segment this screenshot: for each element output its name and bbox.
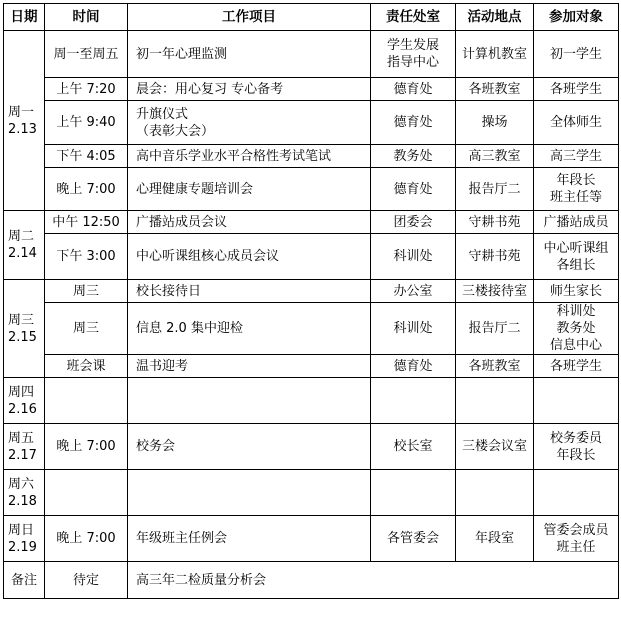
header-item: 工作项目	[128, 4, 371, 31]
office-cell	[371, 355, 456, 378]
participants-cell	[534, 145, 619, 168]
header-date: 日期	[4, 4, 45, 31]
office-cell-line: 学生发展	[386, 38, 439, 53]
participants-cell-line: 高三学生	[549, 148, 602, 164]
item-cell-line: （表彰大会）	[136, 123, 215, 139]
schedule-row	[4, 145, 619, 168]
participants-cell-line: 校务委员	[549, 430, 602, 446]
item-cell	[128, 355, 371, 378]
schedule-row	[4, 211, 619, 234]
time-cell: 下午 4:05	[45, 145, 128, 168]
item-cell	[128, 168, 371, 211]
time-cell: 晚上 7:00	[45, 516, 128, 562]
schedule-row	[4, 424, 619, 470]
item-cell-line: 年级班主任例会	[136, 531, 228, 546]
item-cell-line: 校务会	[136, 439, 176, 454]
office-cell-line: 科训处	[393, 321, 433, 336]
schedule-row	[4, 78, 619, 101]
office-cell	[371, 168, 456, 211]
office-cell	[371, 234, 456, 280]
remark-item: 高三年二检质量分析会	[128, 562, 619, 599]
participants-cell-line: 班主任等	[549, 190, 602, 205]
office-cell-line: 德育处	[393, 81, 433, 97]
office-cell	[371, 145, 456, 168]
participants-cell	[534, 101, 619, 145]
date-cell	[4, 424, 45, 470]
date-day: 2.19	[8, 539, 37, 555]
schedule-row	[4, 303, 619, 355]
place-cell: 三楼接待室	[456, 280, 534, 303]
time-cell: 晚上 7:00	[45, 168, 128, 211]
item-cell	[128, 78, 371, 101]
participants-cell	[534, 470, 619, 516]
header-place: 活动地点	[456, 4, 534, 31]
date-weekday: 周二	[8, 229, 35, 244]
date-cell	[4, 470, 45, 516]
participants-cell-line: 各组长	[556, 257, 596, 273]
schedule-row	[4, 234, 619, 280]
place-cell: 报告厅二	[456, 303, 534, 355]
date-cell	[4, 378, 45, 424]
office-cell	[371, 516, 456, 562]
participants-cell-line: 初一学生	[549, 46, 602, 62]
schedule-row	[4, 31, 619, 78]
office-cell	[371, 78, 456, 101]
item-cell-line: 高中音乐学业水平合格性考试笔试	[136, 148, 332, 164]
item-cell-line: 初一年心理监测	[136, 46, 228, 62]
place-cell: 操场	[456, 101, 534, 145]
office-cell-line: 团委会	[393, 214, 433, 230]
time-cell	[45, 470, 128, 516]
date-weekday: 周四	[8, 384, 35, 400]
place-cell	[456, 470, 534, 516]
place-cell: 各班教室	[456, 355, 534, 378]
header-office: 责任处室	[371, 4, 456, 31]
participants-cell	[534, 78, 619, 101]
participants-cell	[534, 378, 619, 424]
participants-cell	[534, 516, 619, 562]
office-cell	[371, 101, 456, 145]
office-cell	[371, 424, 456, 470]
time-cell: 班会课	[45, 355, 128, 378]
remark-time: 待定	[45, 562, 128, 599]
item-cell-line: 晨会：用心复习 专心备考	[136, 81, 284, 97]
header-participants: 参加对象	[534, 4, 619, 31]
item-cell	[128, 211, 371, 234]
date-weekday: 周五	[8, 430, 35, 446]
office-cell-line: 指导中心	[386, 55, 439, 70]
participants-cell-line: 全体师生	[549, 115, 602, 130]
date-day: 2.15	[8, 329, 37, 345]
schedule-row	[4, 168, 619, 211]
participants-cell-line: 信息中心	[549, 338, 602, 353]
participants-cell-line: 科训处	[556, 304, 596, 319]
item-cell	[128, 378, 371, 424]
schedule-row	[4, 378, 619, 424]
time-cell: 下午 3:00	[45, 234, 128, 280]
header-row	[4, 4, 619, 31]
place-cell: 守耕书苑	[456, 234, 534, 280]
item-cell-line: 信息 2.0 集中迎检	[136, 321, 243, 336]
participants-cell	[534, 234, 619, 280]
date-weekday: 周三	[8, 312, 35, 328]
office-cell-line: 科训处	[393, 249, 433, 264]
time-cell: 上午 7:20	[45, 78, 128, 101]
schedule-row	[4, 101, 619, 145]
header-time: 时间	[45, 4, 128, 31]
date-cell	[4, 280, 45, 378]
participants-cell	[534, 211, 619, 234]
place-cell: 报告厅二	[456, 168, 534, 211]
item-cell	[128, 280, 371, 303]
date-day: 2.18	[8, 493, 37, 509]
office-cell	[371, 303, 456, 355]
date-cell	[4, 211, 45, 280]
place-cell	[456, 378, 534, 424]
office-cell	[371, 470, 456, 516]
item-cell-line: 温书迎考	[136, 358, 189, 374]
office-cell	[371, 211, 456, 234]
date-day: 2.17	[8, 447, 37, 463]
time-cell: 中午 12:50	[45, 211, 128, 234]
office-cell	[371, 378, 456, 424]
schedule-row	[4, 355, 619, 378]
item-cell	[128, 31, 371, 78]
date-cell	[4, 516, 45, 562]
participants-cell	[534, 424, 619, 470]
participants-cell-line: 管委会成员	[543, 522, 609, 538]
weekly-schedule-table	[3, 3, 619, 599]
participants-cell	[534, 355, 619, 378]
place-cell: 各班教室	[456, 78, 534, 101]
office-cell-line: 德育处	[393, 181, 433, 197]
item-cell-line: 升旗仪式	[136, 106, 189, 122]
office-cell	[371, 280, 456, 303]
schedule-body	[4, 31, 619, 599]
item-cell	[128, 101, 371, 145]
participants-cell-line: 中心听课组	[543, 240, 609, 256]
time-cell: 周三	[45, 280, 128, 303]
place-cell: 三楼会议室	[456, 424, 534, 470]
item-cell	[128, 303, 371, 355]
participants-cell-line: 班主任	[556, 539, 596, 555]
participants-cell-line: 年段长	[556, 173, 596, 188]
time-cell	[45, 378, 128, 424]
participants-cell-line: 教务处	[556, 321, 596, 336]
remark-label: 备注	[4, 562, 45, 599]
participants-cell-line: 师生家长	[549, 283, 602, 299]
date-day: 2.14	[8, 246, 37, 261]
office-cell-line: 各管委会	[386, 531, 439, 546]
office-cell-line: 校长室	[393, 439, 433, 454]
place-cell: 高三教室	[456, 145, 534, 168]
item-cell	[128, 424, 371, 470]
remark-row	[4, 562, 619, 599]
participants-cell-line: 各班学生	[549, 81, 602, 97]
date-cell	[4, 31, 45, 211]
schedule-row	[4, 280, 619, 303]
date-day: 2.13	[8, 121, 37, 137]
item-cell	[128, 470, 371, 516]
office-cell-line: 德育处	[393, 358, 433, 374]
item-cell-line: 校长接待日	[136, 283, 202, 299]
office-cell-line: 德育处	[393, 115, 433, 130]
office-cell-line: 办公室	[393, 283, 433, 299]
date-weekday: 周日	[8, 522, 35, 538]
date-weekday: 周六	[8, 476, 35, 492]
office-cell	[371, 31, 456, 78]
time-cell: 晚上 7:00	[45, 424, 128, 470]
time-cell: 上午 9:40	[45, 101, 128, 145]
participants-cell-line: 年段长	[556, 447, 596, 463]
item-cell	[128, 145, 371, 168]
schedule-row	[4, 516, 619, 562]
item-cell-line: 心理健康专题培训会	[136, 181, 254, 197]
participants-cell-line: 广播站成员	[543, 214, 609, 230]
participants-cell	[534, 280, 619, 303]
time-cell: 周一至周五	[45, 31, 128, 78]
schedule-row	[4, 470, 619, 516]
date-day: 2.16	[8, 401, 37, 417]
date-weekday: 周一	[8, 104, 35, 120]
participants-cell	[534, 168, 619, 211]
place-cell: 计算机教室	[456, 31, 534, 78]
office-cell-line: 教务处	[393, 148, 433, 164]
item-cell	[128, 234, 371, 280]
participants-cell-line: 各班学生	[549, 358, 602, 374]
item-cell	[128, 516, 371, 562]
item-cell-line: 中心听课组核心成员会议	[136, 249, 280, 264]
item-cell-line: 广播站成员会议	[136, 214, 228, 230]
participants-cell	[534, 303, 619, 355]
participants-cell	[534, 31, 619, 78]
place-cell: 守耕书苑	[456, 211, 534, 234]
place-cell: 年段室	[456, 516, 534, 562]
time-cell: 周三	[45, 303, 128, 355]
